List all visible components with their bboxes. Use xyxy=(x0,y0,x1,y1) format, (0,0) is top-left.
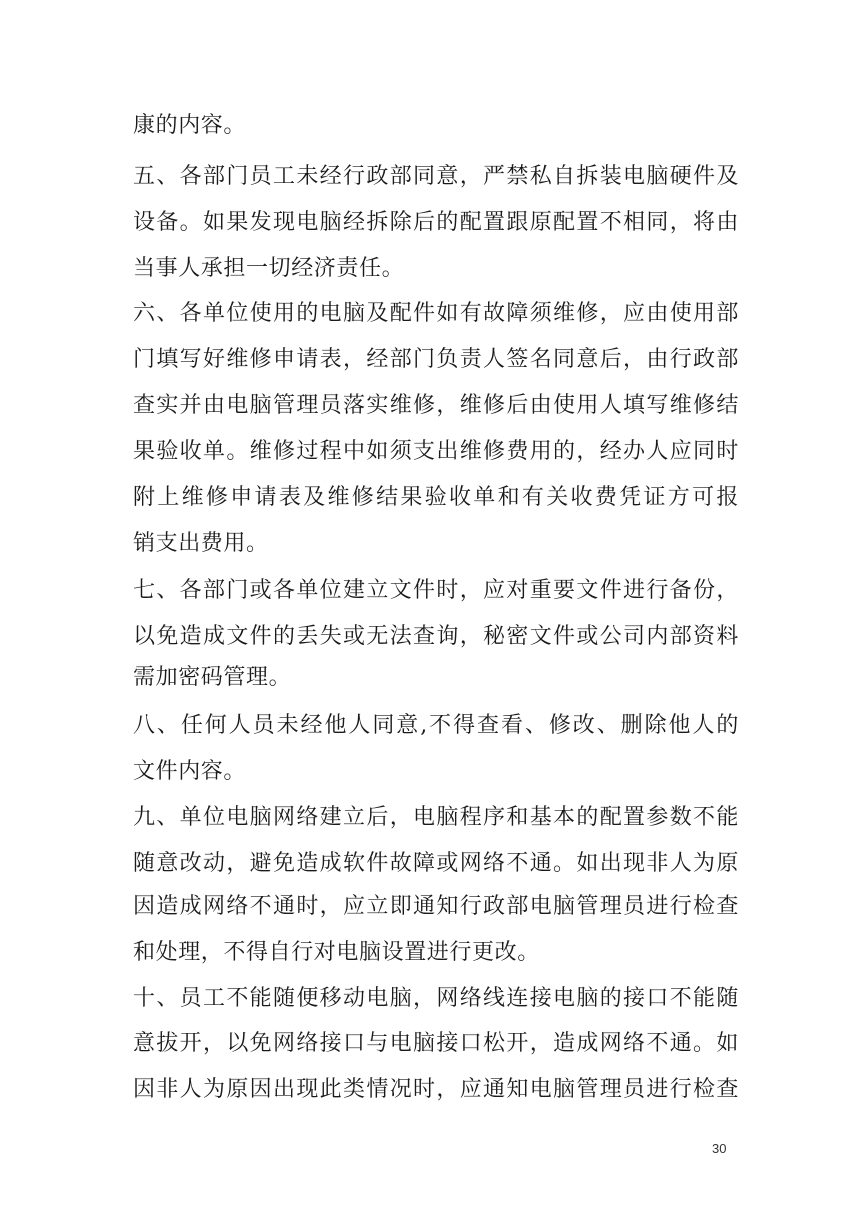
text-line: 需加密码管理。 xyxy=(133,665,292,690)
text-line: 七、各部门或各单位建立文件时，应对重要文件进行备份， xyxy=(133,578,739,603)
text-line: 十、员工不能随便移动电脑，网络线连接电脑的接口不能随 xyxy=(133,986,739,1011)
text-line: 六、各单位使用的电脑及配件如有故障须维修，应由使用部 xyxy=(133,301,739,326)
text-line: 果验收单。维修过程中如须支出维修费用的，经办人应同时 xyxy=(133,439,739,464)
text-line: 五、各部门员工未经行政部同意，严禁私自拆装电脑硬件及 xyxy=(133,164,739,189)
text-line: 意拔开，以免网络接口与电脑接口松开，造成网络不通。如 xyxy=(133,1031,739,1056)
text-line: 当事人承担一切经济责任。 xyxy=(133,256,405,281)
text-line: 因造成网络不通时，应立即通知行政部电脑管理员进行检查 xyxy=(133,894,739,919)
text-line: 查实并由电脑管理员落实维修，维修后由使用人填写维修结 xyxy=(133,393,739,418)
text-line: 九、单位电脑网络建立后，电脑程序和基本的配置参数不能 xyxy=(133,805,739,830)
text-line: 康的内容。 xyxy=(133,113,247,138)
text-line: 和处理，不得自行对电脑设置进行更改。 xyxy=(133,940,540,965)
text-line: 八、任何人员未经他人同意,不得查看、修改、删除他人的 xyxy=(133,713,739,738)
text-line: 附上维修申请表及维修结果验收单和有关收费凭证方可报 xyxy=(133,485,739,510)
text-line: 文件内容。 xyxy=(133,759,247,784)
text-line: 销支出费用。 xyxy=(133,531,269,556)
text-line: 以免造成文件的丢失或无法查询，秘密文件或公司内部资料 xyxy=(133,624,739,649)
text-line: 门填写好维修申请表，经部门负责人签名同意后，由行政部 xyxy=(133,347,739,372)
text-line: 随意改动，避免造成软件故障或网络不通。如出现非人为原 xyxy=(133,851,739,876)
page-number: 30 xyxy=(712,1141,727,1156)
text-line: 因非人为原因出现此类情况时，应通知电脑管理员进行检查 xyxy=(133,1077,739,1102)
text-line: 设备。如果发现电脑经拆除后的配置跟原配置不相同，将由 xyxy=(133,210,739,235)
